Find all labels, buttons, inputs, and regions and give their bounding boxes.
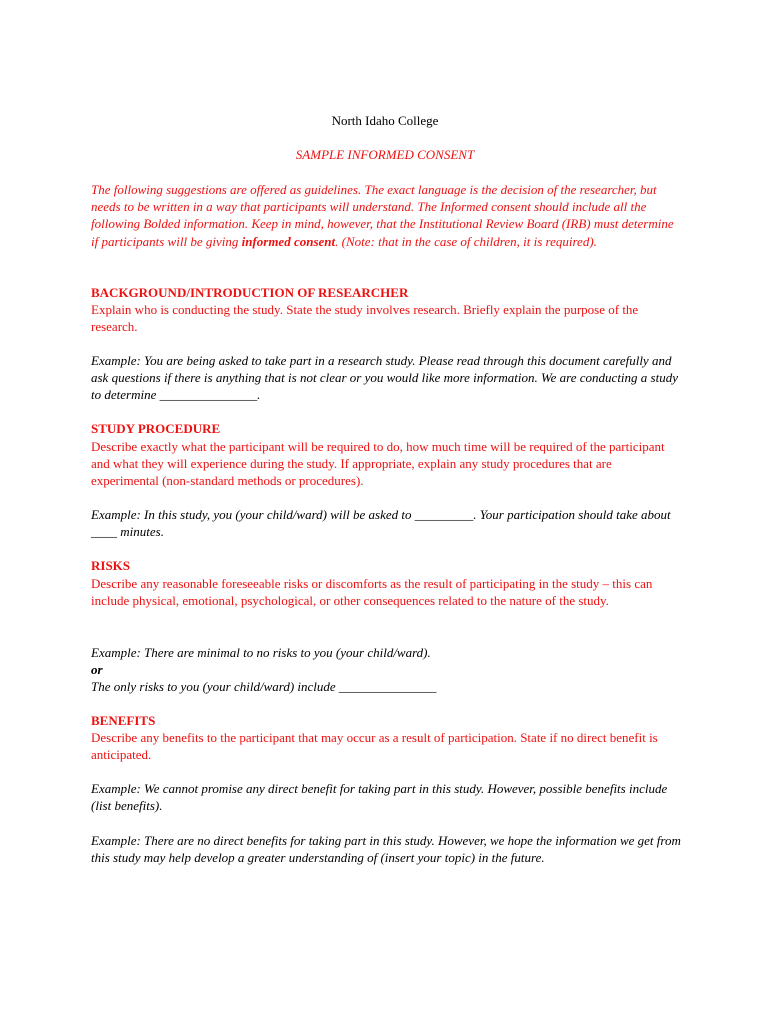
document-title: SAMPLE INFORMED CONSENT bbox=[295, 147, 475, 162]
intro-text-2: . (Note: that in the case of children, it is required). bbox=[335, 233, 597, 249]
risks-text: Describe any reasonable foreseeable risks or discomforts as the result of participating in the study – this can include physical, emotional, psychological, or other consequences related to the nature of the study. bbox=[91, 576, 653, 609]
risks-or: or bbox=[91, 662, 103, 677]
risks-example-1: Example: There are minimal to no risks to you (your child/ward). bbox=[91, 645, 431, 660]
procedure-heading: STUDY PROCEDURE bbox=[91, 421, 221, 436]
intro-paragraph bbox=[91, 181, 681, 250]
benefits-example-1: Example: We cannot promise any direct benefit for taking part in this study. However, possible benefits include (list benefits). bbox=[91, 781, 668, 814]
college-name: North Idaho College bbox=[331, 113, 439, 128]
benefits-heading: BENEFITS bbox=[91, 713, 156, 728]
intro-text-1: The following suggestions are offered as guidelines. The exact language is the decision of the researcher, but needs to be written in a way that participants will understand. The Informed consent should include all the following Bolded information. Keep in mind, however, that the Institutional Review Board (IRB) must determine if participants will be giving bbox=[91, 182, 674, 249]
background-heading: BACKGROUND/INTRODUCTION OF RESEARCHER bbox=[91, 285, 409, 300]
background-text: Explain who is conducting the study. State the study involves research. Briefly explain the purpose of the research. bbox=[91, 302, 639, 335]
intro-bold-term: informed consent bbox=[241, 233, 336, 249]
procedure-text: Describe exactly what the participant will be required to do, how much time will be required of the participant and what they will experience during the study. If appropriate, explain any study procedures that are experimental (non-standard methods or procedures). bbox=[91, 439, 665, 489]
background-example: Example: You are being asked to take part in a research study. Please read through this document carefully and ask questions if there is anything that is not clear or you would like more information. We are conducting a study to determine _______________. bbox=[91, 353, 678, 403]
benefits-example-2: Example: There are no direct benefits for taking part in this study. However, we hope the information we get from this study may help develop a greater understanding of (insert your topic) in the future. bbox=[91, 833, 681, 866]
benefits-text: Describe any benefits to the participant that may occur as a result of participation. State if no direct benefit is anticipated. bbox=[91, 730, 658, 763]
procedure-example: Example: In this study, you (your child/ward) will be asked to _________. Your participation should take about ____ minutes. bbox=[91, 507, 671, 540]
risks-heading: RISKS bbox=[91, 558, 131, 573]
risks-example-2: The only risks to you (your child/ward) include _______________ bbox=[91, 679, 437, 694]
